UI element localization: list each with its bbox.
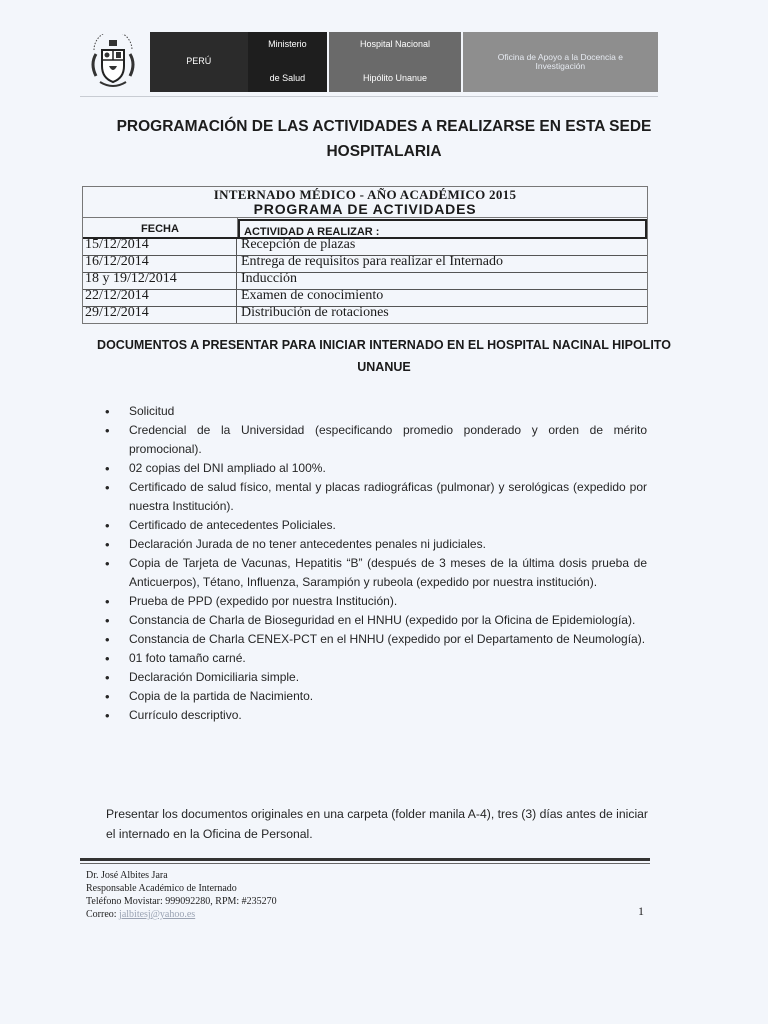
cell-actividad: Inducción — [241, 273, 297, 286]
header-bands — [150, 32, 658, 92]
band-oficina — [463, 32, 658, 92]
list-item: • 01 foto tamaño carné. — [105, 649, 647, 668]
table-row — [83, 273, 647, 290]
band-oficina-label: Oficina de Apoyo a la Docencia e Investigación — [497, 51, 623, 71]
header — [80, 30, 658, 96]
band-ministerio — [248, 32, 328, 92]
activities-table — [82, 186, 648, 324]
email-link[interactable]: jalbitesj@yahoo.es — [119, 909, 196, 920]
cell-fecha: 16/12/2014 — [83, 256, 237, 272]
list-item: • 02 copias del DNI ampliado al 100%. — [105, 459, 647, 478]
cell-fecha: 15/12/2014 — [83, 239, 237, 255]
table-row — [83, 290, 647, 307]
page-title: PROGRAMACIÓN DE LAS ACTIVIDADES A REALIZARSE EN ESTA SEDE HOSPITALARIA — [116, 118, 652, 160]
cell-actividad: Entrega de requisitos para realizar el Internado — [241, 256, 503, 269]
list-item: • Constancia de Charla de Bioseguridad en el HNHU (expedido por la Oficina de Epidemiología). — [105, 611, 647, 630]
band-ministerio-line1: Ministerio — [268, 39, 307, 49]
table-caption-internado: INTERNADO MÉDICO - AÑO ACADÉMICO 2015 — [213, 187, 517, 202]
list-item: • Currículo descriptivo. — [105, 706, 647, 725]
table-row — [83, 256, 647, 273]
list-item: • Credencial de la Universidad (especificando promedio ponderado y orden de mérito promocional). — [105, 421, 647, 459]
footer-divider-thick — [80, 858, 650, 861]
list-item: • Solicitud — [105, 402, 647, 421]
cell-actividad: Recepción de plazas — [241, 239, 356, 252]
column-header-fecha: FECHA — [83, 218, 238, 237]
list-item: • Prueba de PPD (expedido por nuestra Institución). — [105, 592, 647, 611]
documents-heading: DOCUMENTOS A PRESENTAR PARA INICIAR INTERNADO EN EL HOSPITAL NACINAL HIPOLITO UNANUE — [97, 338, 671, 374]
table-header-row — [83, 218, 647, 239]
cell-actividad: Distribución de rotaciones — [241, 307, 389, 320]
band-hospital-line2: Hipólito Unanue — [362, 73, 428, 84]
footer-role: Responsable Académico de Internado — [86, 883, 237, 894]
band-peru-label: PERÚ — [186, 56, 212, 67]
cell-fecha: 22/12/2014 — [83, 290, 237, 306]
list-item: • Declaración Domiciliaria simple. — [105, 668, 647, 687]
band-ministerio-line2: de Salud — [269, 73, 306, 84]
documents-list — [105, 402, 647, 725]
cell-actividad: Examen de conocimiento — [241, 290, 384, 303]
footer-phone: Teléfono Movistar: 999092280, RPM: #235270 — [86, 896, 277, 907]
band-hospital-line1: Hospital Nacional — [359, 39, 431, 49]
column-header-actividad: ACTIVIDAD A REALIZAR : — [238, 219, 647, 237]
header-divider — [80, 96, 658, 97]
table-row — [83, 307, 647, 323]
footer-name: Dr. José Albites Jara — [86, 870, 168, 881]
band-hospital — [329, 32, 460, 92]
list-item: • Certificado de antecedentes Policiales. — [105, 516, 647, 535]
band-peru — [150, 32, 248, 92]
page-number: 1 — [638, 904, 644, 918]
submission-note: Presentar los documentos originales en una carpeta (folder manila A-4), tres (3) días antes de iniciar el internado en la Oficina de Personal. — [106, 807, 648, 841]
footer-divider-thin — [80, 863, 650, 864]
table-row — [83, 239, 647, 256]
list-item: • Copia de Tarjeta de Vacunas, Hepatitis “B” (después de 3 meses de la última dosis prueba de Anticuerpos), Tétano, Influenza, Sarampión y rubeola (expedido por nuestra institución). — [105, 554, 647, 592]
table-caption-programa: PROGRAMA DE ACTIVIDADES — [83, 202, 647, 218]
list-item: • Certificado de salud físico, mental y placas radiográficas (pulmonar) y serológicas (expedido por nuestra Institución). — [105, 478, 647, 516]
cell-fecha: 29/12/2014 — [83, 307, 237, 323]
footer-email-line — [86, 908, 646, 921]
list-item: • Copia de la partida de Nacimiento. — [105, 687, 647, 706]
footer-signature — [86, 869, 646, 921]
cell-fecha: 18 y 19/12/2014 — [83, 273, 237, 289]
list-item: • Declaración Jurada de no tener antecedentes penales ni judiciales. — [105, 535, 647, 554]
footer-email-label: Correo: — [86, 909, 117, 920]
list-item: • Constancia de Charla CENEX-PCT en el HNHU (expedido por el Departamento de Neumología). — [105, 630, 647, 649]
coat-of-arms-logo — [86, 34, 140, 90]
